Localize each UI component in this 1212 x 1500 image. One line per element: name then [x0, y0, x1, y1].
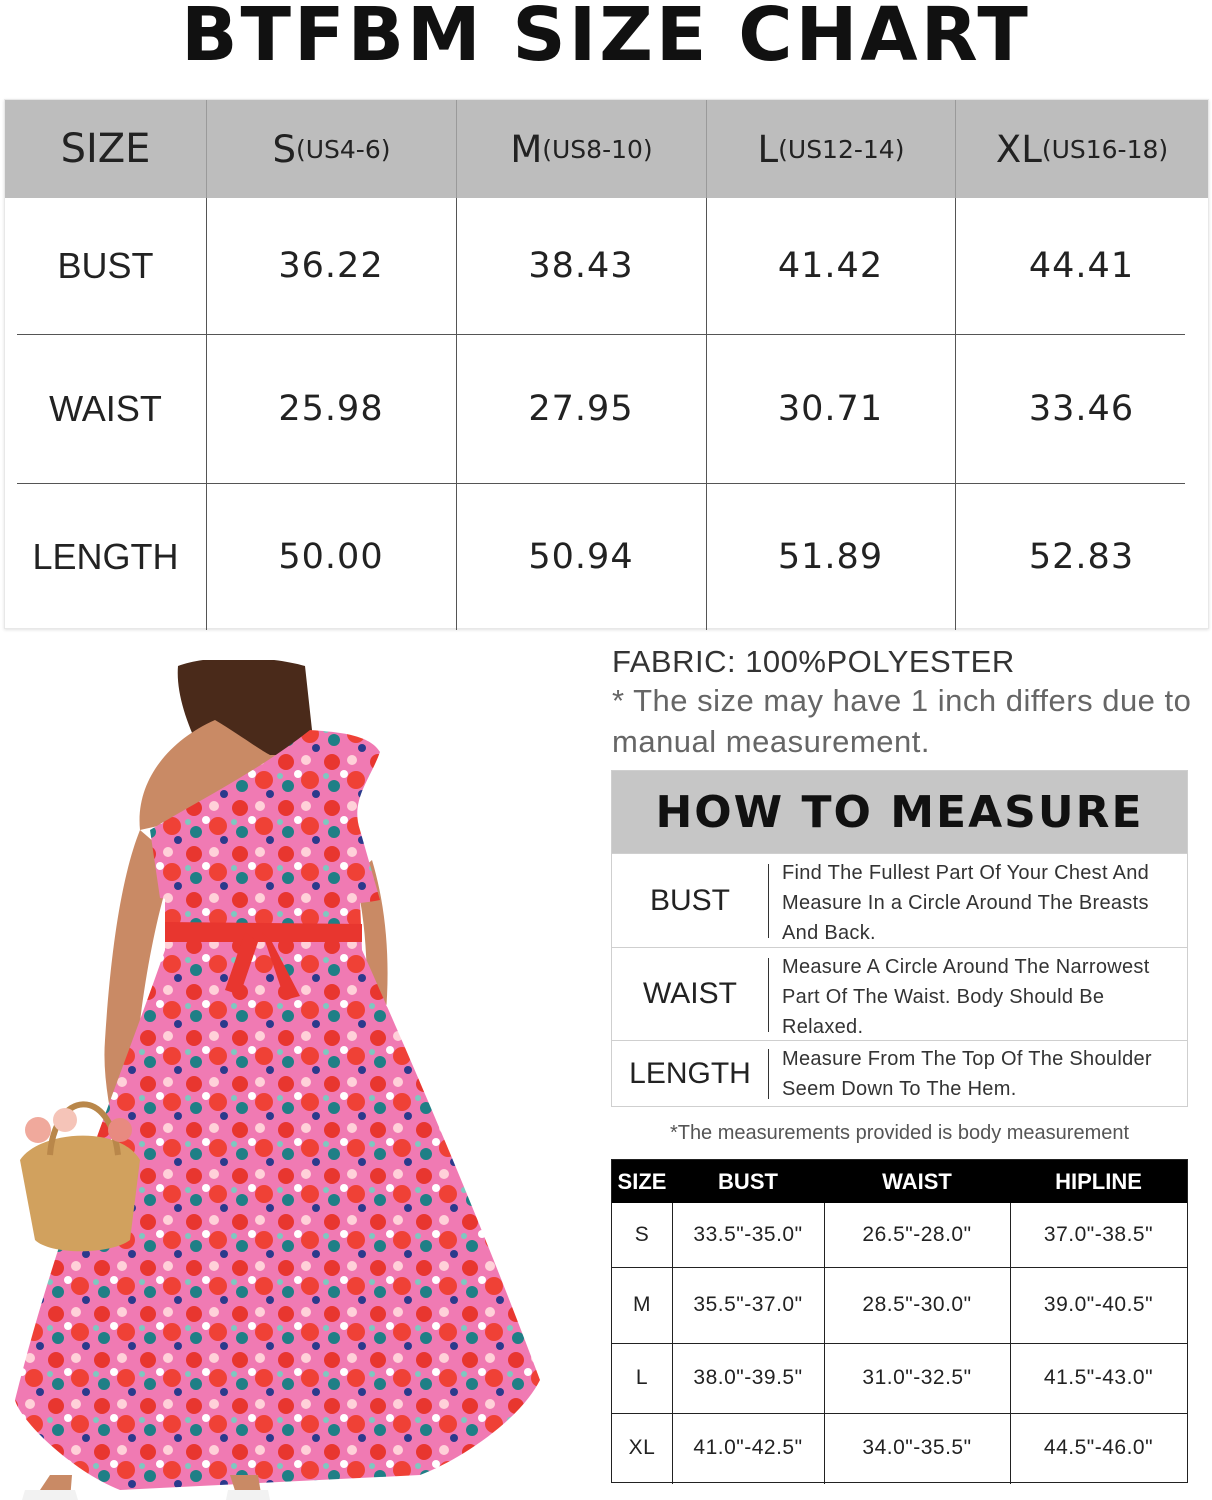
right-sandal	[226, 1490, 270, 1500]
bust-value-s: 36.22	[278, 246, 384, 286]
measure-row-bust	[612, 853, 1187, 947]
table-cell-size: XL	[628, 1436, 656, 1459]
measure-label: WAIST	[643, 977, 737, 1010]
length-value-m: 50.94	[528, 536, 634, 577]
row-label-length: LENGTH	[32, 535, 179, 577]
size-column-header-l	[706, 100, 955, 198]
body-table-header	[612, 1160, 1187, 1203]
table-cell-waist: 31.0"-32.5"	[862, 1366, 972, 1389]
bust-value-xl: 44.41	[1028, 246, 1135, 286]
size-code: L	[757, 127, 779, 171]
fabric-info	[612, 644, 1202, 762]
size-column-header-m	[456, 100, 706, 198]
size-code: XL	[995, 127, 1042, 171]
waist-value-xl: 33.46	[1028, 388, 1135, 429]
size-header-label: SIZE	[60, 126, 151, 172]
body-measurement-note: *The measurements provided is body measurement	[669, 1122, 1130, 1144]
table-cell-size: M	[633, 1293, 651, 1316]
size-code: S	[272, 127, 296, 171]
size-difference-note: * The size may have 1 inch differs due to manual measurement.	[612, 683, 1192, 759]
length-value-s: 50.00	[278, 536, 384, 577]
table-cell-bust: 33.5"-35.0"	[693, 1223, 803, 1246]
measure-label: BUST	[649, 883, 730, 917]
body-measurement-table	[611, 1159, 1188, 1483]
measure-description: Measure A Circle Around The Narrowest Part Of The Waist. Body Should Be Relaxed.	[782, 956, 1150, 1038]
length-value-l: 51.89	[777, 536, 884, 577]
us-size-range: (US4-6)	[295, 134, 391, 164]
waist-value-s: 25.98	[278, 388, 384, 429]
waist-value-l: 30.71	[777, 388, 884, 429]
us-size-range: (US12-14)	[778, 134, 905, 164]
bust-value-m: 38.43	[528, 246, 634, 286]
size-chart-body	[5, 198, 1208, 630]
us-size-range: (US16-18)	[1041, 134, 1169, 164]
bust-value-l: 41.42	[777, 246, 884, 286]
measure-label: LENGTH	[629, 1057, 751, 1090]
table-cell-bust: 41.0"-42.5"	[693, 1436, 803, 1459]
page-title: BTFBM SIZE CHART	[181, 0, 1031, 78]
straw-basket	[20, 1136, 140, 1252]
size-column-header-xl	[955, 100, 1208, 198]
size-column-header-s	[206, 100, 456, 198]
us-size-range: (US8-10)	[542, 134, 653, 164]
fabric-label: FABRIC: 100%POLYESTER	[612, 644, 1015, 679]
measure-divider	[768, 958, 769, 1032]
table-cell-bust: 38.0"-39.5"	[693, 1366, 803, 1389]
waist-value-m: 27.95	[528, 388, 634, 429]
model-dress-photo	[0, 660, 590, 1500]
table-cell-bust: 35.5"-37.0"	[693, 1293, 803, 1316]
table-cell-hipline: 39.0"-40.5"	[1043, 1293, 1154, 1316]
header-bust: BUST	[718, 1168, 778, 1194]
row-label-waist: WAIST	[49, 387, 162, 429]
size-chart-table	[4, 99, 1209, 629]
left-sandal	[22, 1490, 78, 1500]
size-chart-header-row	[5, 100, 1208, 198]
table-cell-waist: 26.5"-28.0"	[862, 1223, 972, 1246]
header-hipline: HIPLINE	[1055, 1168, 1142, 1194]
measure-description: Find The Fullest Part Of Your Chest And Measure In a Circle Around The Breasts And Back.	[782, 862, 1150, 944]
table-cell-size: S	[634, 1223, 650, 1246]
how-to-measure-table	[611, 770, 1188, 1107]
row-label-bust: BUST	[57, 245, 154, 286]
length-value-xl: 52.83	[1028, 536, 1135, 577]
header-size: SIZE	[617, 1168, 667, 1194]
table-cell-hipline: 37.0"-38.5"	[1043, 1223, 1154, 1246]
how-to-measure-heading: HOW TO MEASURE	[612, 771, 1187, 853]
size-header-cell	[5, 100, 206, 198]
header-waist: WAIST	[882, 1168, 952, 1194]
size-code: M	[510, 127, 543, 171]
dress-belt	[165, 922, 362, 942]
measure-row-length	[612, 1040, 1187, 1107]
measure-row-waist	[612, 947, 1187, 1040]
measure-divider	[768, 864, 769, 938]
measure-description: Measure From The Top Of The Shoulder Seem Down To The Hem.	[782, 1048, 1152, 1100]
table-cell-waist: 28.5"-30.0"	[862, 1293, 972, 1316]
measure-divider	[768, 1049, 769, 1099]
table-cell-hipline: 41.5"-43.0"	[1043, 1366, 1154, 1389]
table-cell-hipline: 44.5"-46.0"	[1043, 1436, 1154, 1459]
table-cell-waist: 34.0"-35.5"	[862, 1436, 972, 1459]
table-cell-size: L	[635, 1366, 649, 1389]
